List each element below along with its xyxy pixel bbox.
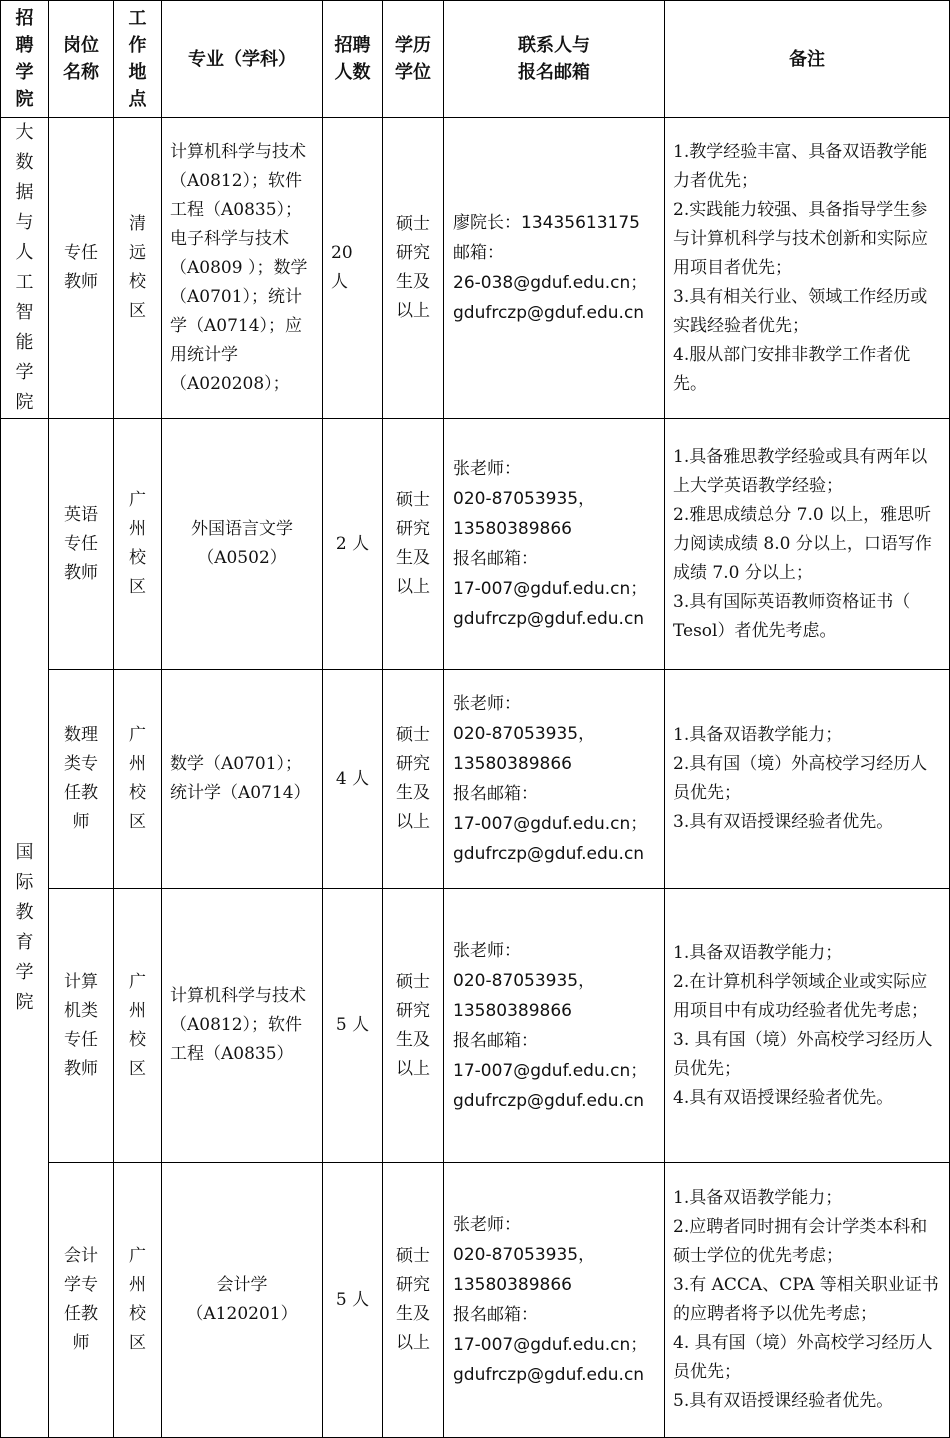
count-cell: 2 人 — [323, 419, 383, 670]
contact-email: 17-007@gduf.edu.cn； — [453, 814, 648, 834]
note-item: 4.具有双语授课经验者优先。 — [673, 1087, 894, 1108]
note-item: 2.应聘者同时拥有会计学类本科和硕士学位的优先考虑； — [673, 1217, 928, 1266]
table-row — [1, 670, 950, 889]
degree-cell: 硕士 研究 生及 以上 — [383, 118, 444, 419]
contact-email: gdufrczp@gduf.edu.cn — [453, 1365, 645, 1385]
note-item: 1.教学经验丰富、具备双语教学能力者优先； — [673, 141, 928, 191]
note-item: 2.实践能力较强、具备指导学生参与计算机科学与技术创新和实际应用项目者优先； — [673, 199, 928, 278]
header-count: 招聘 人数 — [323, 1, 383, 118]
note-item: 1.具备双语教学能力； — [673, 1188, 843, 1208]
note-item: 4. 具有国（境）外高校学习经历人员优先； — [673, 1333, 933, 1382]
contact-cell — [444, 889, 665, 1163]
header-contact: 联系人与 报名邮箱 — [444, 1, 665, 118]
note-item: 5.具有双语授课经验者优先。 — [673, 1391, 894, 1411]
position-cell: 数理 类专 任教 师 — [49, 670, 114, 889]
location-cell: 广 州 校 区 — [114, 1163, 162, 1438]
contact-line: 张老师： — [453, 940, 521, 961]
degree-cell: 硕士 研究 生及 以上 — [383, 670, 444, 889]
college-cell: 大 数 据 与 人 工 智 能 学 院 — [1, 118, 49, 419]
location-cell: 广 州 校 区 — [114, 419, 162, 670]
note-item: 2.具有国（境）外高校学习经历人员优先； — [673, 754, 928, 803]
contact-line: 廖院长：13435613175 — [453, 213, 640, 233]
contact-line: 020-87053935， — [453, 489, 596, 509]
contact-line: 020-87053935， — [453, 724, 596, 744]
note-item: 2.在计算机科学领域企业或实际应用项目中有成功经验者优先考虑； — [673, 971, 928, 1021]
position-cell: 专任 教师 — [49, 118, 114, 419]
notes-cell — [665, 419, 950, 670]
degree-cell: 硕士 研究 生及 以上 — [383, 889, 444, 1163]
note-item: 1.具备双语教学能力； — [673, 942, 843, 963]
contact-email: gdufrczp@gduf.edu.cn — [453, 609, 645, 629]
contact-email: gdufrczp@gduf.edu.cn — [453, 844, 645, 864]
contact-email: 17-007@gduf.edu.cn； — [453, 579, 648, 599]
table-row — [1, 1163, 950, 1438]
major-cell: 计算机科学与技术（A0812）；软件工程（A0835） — [162, 889, 323, 1163]
count-cell: 5 人 — [323, 889, 383, 1163]
contact-email: 17-007@gduf.edu.cn； — [453, 1335, 648, 1355]
contact-line: 张老师： — [453, 459, 521, 479]
contact-cell — [444, 670, 665, 889]
position-cell: 计算 机类 专任 教师 — [49, 889, 114, 1163]
contact-line: 13580389866 — [453, 754, 572, 774]
location-cell: 广 州 校 区 — [114, 670, 162, 889]
header-college: 招 聘 学 院 — [1, 1, 49, 118]
major-cell: 计算机科学与技术（A0812）；软件工程（A0835）；电子科学与技术（A0809 ）；数学（A0701）；统计学（A0714）；应用统计学（A020208）； — [162, 118, 323, 419]
contact-email: gdufrczp@gduf.edu.cn — [453, 303, 645, 323]
notes-cell — [665, 1163, 950, 1438]
note-item: 1.具备双语教学能力； — [673, 725, 843, 745]
degree-cell: 硕士 研究 生及 以上 — [383, 1163, 444, 1438]
note-item: 2.雅思成绩总分 7.0 以上，雅思听力阅读成绩 8.0 分以上，口语写作成绩 7.0 分以上； — [673, 504, 932, 583]
degree-cell: 硕士 研究 生及 以上 — [383, 419, 444, 670]
major-cell: 外国语言文学 （A0502） — [162, 419, 323, 670]
contact-line: 报名邮箱： — [453, 1305, 538, 1325]
contact-line: 13580389866 — [453, 1000, 572, 1021]
count-cell: 5 人 — [323, 1163, 383, 1438]
count-cell: 20 人 — [323, 118, 383, 419]
table-row — [1, 889, 950, 1163]
note-item: 1.具备雅思教学经验或具有两年以上大学英语教学经验； — [673, 446, 928, 496]
notes-cell — [665, 670, 950, 889]
contact-cell — [444, 118, 665, 419]
contact-line: 13580389866 — [453, 519, 572, 539]
position-cell: 英语 专任 教师 — [49, 419, 114, 670]
table-row — [1, 118, 950, 419]
contact-email: gdufrczp@gduf.edu.cn — [453, 1090, 645, 1111]
header-major: 专业（学科） — [162, 1, 323, 118]
header-degree: 学历 学位 — [383, 1, 444, 118]
contact-cell — [444, 419, 665, 670]
contact-line: 020-87053935， — [453, 970, 596, 991]
position-cell: 会计 学专 任教 师 — [49, 1163, 114, 1438]
note-item: 3.具有国际英语教师资格证书（ Tesol）者优先考虑。 — [673, 591, 911, 641]
contact-line: 报名邮箱： — [453, 1030, 538, 1051]
table-row — [1, 419, 950, 670]
contact-email: 17-007@gduf.edu.cn； — [453, 1060, 648, 1081]
contact-line: 邮箱： — [453, 243, 504, 263]
location-cell: 广 州 校 区 — [114, 889, 162, 1163]
college-cell: 国 际 教 育 学 院 — [1, 419, 49, 1438]
contact-email: 26-038@gduf.edu.cn； — [453, 273, 648, 293]
contact-line: 报名邮箱： — [453, 784, 538, 804]
count-cell: 4 人 — [323, 670, 383, 889]
major-cell: 数学（A0701）；统计学（A0714） — [162, 670, 323, 889]
contact-line: 报名邮箱： — [453, 549, 538, 569]
contact-cell — [444, 1163, 665, 1438]
notes-cell — [665, 889, 950, 1163]
note-item: 3.具有双语授课经验者优先。 — [673, 812, 894, 832]
note-item: 3. 具有国（境）外高校学习经历人员优先； — [673, 1029, 933, 1079]
contact-line: 020-87053935， — [453, 1245, 596, 1265]
header-row — [1, 1, 950, 118]
contact-line: 张老师： — [453, 694, 521, 714]
location-cell: 清 远 校 区 — [114, 118, 162, 419]
note-item: 3.具有相关行业、领域工作经历或实践经验者优先； — [673, 286, 928, 336]
major-cell: 会计学 （A120201） — [162, 1163, 323, 1438]
contact-line: 13580389866 — [453, 1275, 572, 1295]
header-location: 工 作 地 点 — [114, 1, 162, 118]
header-notes: 备注 — [665, 1, 950, 118]
contact-line: 张老师： — [453, 1215, 521, 1235]
notes-cell — [665, 118, 950, 419]
note-item: 3.有 ACCA、CPA 等相关职业证书的应聘者将予以优先考虑； — [673, 1275, 939, 1324]
note-item: 4.服从部门安排非教学工作者优先。 — [673, 344, 911, 394]
header-position: 岗位 名称 — [49, 1, 114, 118]
